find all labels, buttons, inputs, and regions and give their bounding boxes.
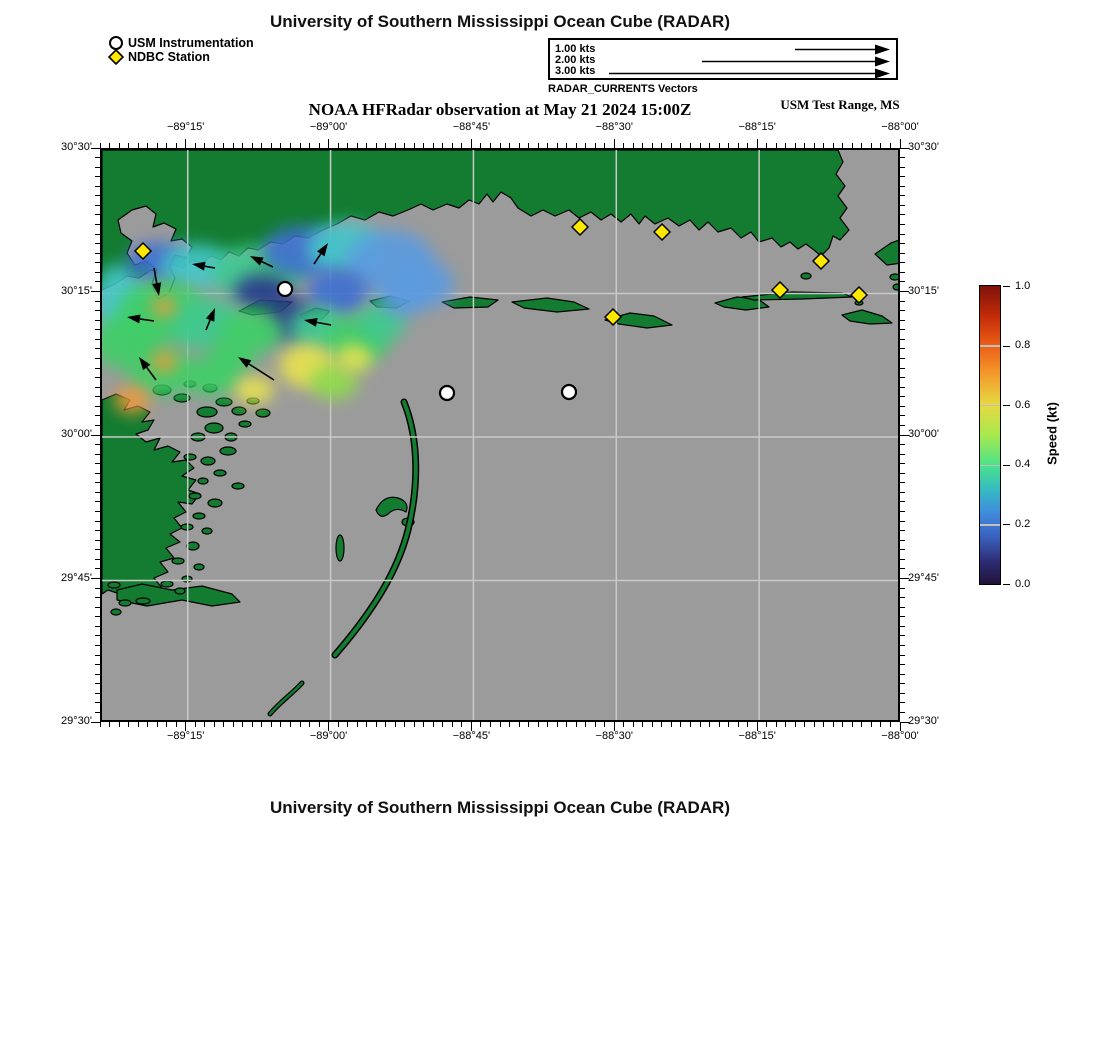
colorbar-tick bbox=[1003, 405, 1010, 406]
lat-tick bbox=[900, 425, 905, 426]
lon-tick bbox=[500, 722, 501, 727]
lat-tick bbox=[900, 272, 905, 273]
lon-tick bbox=[766, 722, 767, 727]
vector-scale-arrows bbox=[550, 40, 896, 78]
colorbar-tick-label: 1.0 bbox=[1015, 279, 1031, 292]
lat-tick bbox=[91, 148, 100, 149]
lon-tick bbox=[538, 722, 539, 727]
lon-tick bbox=[442, 722, 443, 727]
vector-scale-box bbox=[548, 38, 898, 80]
lat-tick bbox=[900, 415, 905, 416]
lon-tick bbox=[261, 722, 262, 727]
lat-tick bbox=[900, 521, 905, 522]
lat-tick bbox=[900, 243, 905, 244]
lon-tick bbox=[728, 722, 729, 727]
lon-tick bbox=[776, 722, 777, 727]
lon-tick bbox=[252, 722, 253, 727]
test-range-label: USM Test Range, MS bbox=[780, 97, 900, 112]
colorbar-tick-label: 0.8 bbox=[1015, 339, 1031, 352]
lon-tick bbox=[309, 722, 310, 727]
lon-tick bbox=[119, 722, 120, 727]
lon-tick bbox=[395, 722, 396, 727]
lat-tick bbox=[900, 655, 905, 656]
lon-tick bbox=[280, 722, 281, 727]
lat-tick bbox=[900, 454, 905, 455]
legend-item-usm bbox=[108, 36, 254, 50]
colorbar-gridline bbox=[980, 405, 1000, 407]
colorbar-tick bbox=[1003, 346, 1010, 347]
lat-tick bbox=[900, 186, 905, 187]
colorbar-title: Speed (kt) bbox=[1044, 402, 1060, 465]
lat-tick bbox=[900, 540, 905, 541]
lon-tick bbox=[147, 722, 148, 727]
lat-tick bbox=[900, 501, 905, 502]
lon-tick bbox=[461, 722, 462, 727]
lon-tick bbox=[833, 722, 834, 727]
lat-tick bbox=[900, 463, 905, 464]
colorbar-gridline bbox=[980, 465, 1000, 467]
lon-tick bbox=[804, 722, 805, 727]
lon-tick bbox=[233, 722, 234, 727]
lat-tick bbox=[900, 348, 905, 349]
lat-tick-label: 29°30' bbox=[61, 715, 92, 727]
lat-tick bbox=[900, 492, 905, 493]
lon-tick-label: −88°30' bbox=[595, 121, 633, 133]
lon-tick bbox=[576, 722, 577, 727]
lat-tick bbox=[900, 635, 905, 636]
lon-tick bbox=[547, 722, 548, 727]
lat-tick bbox=[900, 310, 905, 311]
lat-tick bbox=[900, 693, 905, 694]
lat-tick bbox=[91, 291, 100, 292]
lat-tick bbox=[900, 176, 905, 177]
lat-tick bbox=[900, 683, 905, 684]
lon-tick bbox=[452, 722, 453, 727]
colorbar-tick-label: 0.4 bbox=[1015, 458, 1031, 471]
lon-tick bbox=[195, 722, 196, 727]
lon-tick bbox=[871, 722, 872, 727]
lat-tick-label: 30°30' bbox=[61, 141, 92, 153]
lat-tick bbox=[900, 281, 905, 282]
lon-tick bbox=[852, 722, 853, 727]
colorbar bbox=[979, 279, 1100, 590]
lon-tick bbox=[185, 139, 186, 148]
lat-tick bbox=[900, 195, 905, 196]
lon-tick-label: −88°45' bbox=[452, 730, 491, 742]
lat-tick bbox=[900, 616, 905, 617]
lon-tick bbox=[166, 722, 167, 727]
lon-tick bbox=[433, 722, 434, 727]
lon-tick bbox=[738, 722, 739, 727]
lon-tick bbox=[842, 722, 843, 727]
lat-tick bbox=[900, 530, 905, 531]
lat-tick-label: 29°45' bbox=[61, 571, 92, 584]
lon-tick bbox=[823, 722, 824, 727]
footer-title: University of Southern Mississippi Ocean Cube (RADAR) bbox=[269, 798, 730, 817]
lon-tick bbox=[557, 722, 558, 727]
colorbar-tick-label: 0.0 bbox=[1015, 577, 1031, 590]
lat-tick bbox=[900, 234, 905, 235]
lat-tick bbox=[900, 588, 905, 589]
lon-tick bbox=[642, 722, 643, 727]
lat-tick bbox=[900, 157, 905, 158]
colorbar-gridline bbox=[980, 345, 1000, 347]
lon-tick bbox=[338, 722, 339, 727]
lon-tick bbox=[319, 722, 320, 727]
lon-tick bbox=[690, 722, 691, 727]
lon-tick bbox=[214, 722, 215, 727]
lon-tick bbox=[290, 722, 291, 727]
lon-tick bbox=[138, 722, 139, 727]
lat-tick bbox=[900, 329, 905, 330]
lon-tick bbox=[109, 722, 110, 727]
map-plot bbox=[61, 121, 939, 742]
lat-tick bbox=[900, 368, 905, 369]
axis-labels bbox=[61, 121, 939, 742]
colorbar-tick bbox=[1003, 465, 1010, 466]
vector-scale-caption: RADAR_CURRENTS Vectors bbox=[548, 83, 698, 95]
colorbar-tick bbox=[1003, 524, 1010, 525]
lat-tick bbox=[900, 607, 905, 608]
lon-tick bbox=[880, 722, 881, 727]
scale-arrow bbox=[795, 45, 890, 55]
lon-tick bbox=[757, 139, 758, 148]
lat-tick bbox=[900, 597, 905, 598]
lat-tick bbox=[900, 712, 905, 713]
lon-tick-label: −88°00' bbox=[881, 730, 919, 742]
colorbar-gradient bbox=[979, 285, 1001, 585]
lon-tick bbox=[861, 722, 862, 727]
lon-tick bbox=[566, 722, 567, 727]
lon-tick bbox=[223, 722, 224, 727]
lat-tick bbox=[91, 722, 100, 723]
lat-tick bbox=[900, 320, 905, 321]
lon-tick bbox=[747, 722, 748, 727]
colorbar-gridline bbox=[980, 524, 1000, 526]
lon-tick bbox=[242, 722, 243, 727]
lat-tick bbox=[900, 262, 905, 263]
scale-arrow bbox=[702, 57, 890, 67]
lon-tick bbox=[347, 722, 348, 727]
lon-tick bbox=[604, 722, 605, 727]
lat-tick bbox=[900, 167, 905, 168]
lat-tick bbox=[91, 578, 100, 579]
lon-tick bbox=[204, 722, 205, 727]
lon-tick bbox=[300, 722, 301, 727]
lon-tick bbox=[785, 722, 786, 727]
lon-tick bbox=[423, 722, 424, 727]
lon-tick bbox=[471, 139, 472, 148]
lon-tick-label: −88°15' bbox=[738, 730, 776, 742]
lat-tick-label: 30°00' bbox=[61, 428, 92, 440]
lon-tick bbox=[795, 722, 796, 727]
lat-tick bbox=[900, 626, 905, 627]
vector-scale-3kt: 3.00 kts bbox=[555, 65, 596, 77]
colorbar-tick bbox=[1003, 584, 1010, 585]
lon-tick bbox=[890, 722, 891, 727]
lat-tick-label: 29°30' bbox=[908, 715, 939, 727]
lon-tick bbox=[680, 722, 681, 727]
lat-tick bbox=[900, 301, 905, 302]
lon-tick bbox=[519, 722, 520, 727]
legend-label-ndbc: NDBC Station bbox=[128, 50, 210, 64]
lat-tick bbox=[900, 444, 905, 445]
lon-tick bbox=[480, 722, 481, 727]
lat-tick bbox=[900, 396, 905, 397]
lon-tick bbox=[366, 722, 367, 727]
lat-tick bbox=[900, 559, 905, 560]
lat-tick bbox=[900, 339, 905, 340]
lat-tick bbox=[900, 482, 905, 483]
lat-tick bbox=[900, 214, 905, 215]
lon-tick bbox=[814, 722, 815, 727]
page-title: University of Southern Mississippi Ocean Cube (RADAR) bbox=[269, 12, 730, 31]
lat-tick bbox=[900, 473, 905, 474]
lon-tick-label: −89°15' bbox=[167, 121, 205, 133]
lon-tick bbox=[376, 722, 377, 727]
lon-tick bbox=[623, 722, 624, 727]
lat-tick-label: 30°30' bbox=[908, 141, 939, 153]
lon-tick-label: −89°15' bbox=[167, 730, 205, 742]
colorbar-tick-label: 0.6 bbox=[1015, 398, 1031, 411]
lat-tick bbox=[900, 674, 905, 675]
colorbar-tick-label: 0.2 bbox=[1015, 517, 1031, 530]
lat-tick-label: 30°15' bbox=[908, 284, 939, 297]
lon-tick-label: −88°15' bbox=[738, 121, 776, 133]
lon-tick bbox=[271, 722, 272, 727]
lon-tick bbox=[404, 722, 405, 727]
lat-tick bbox=[900, 664, 905, 665]
lon-tick bbox=[414, 722, 415, 727]
lat-tick bbox=[900, 358, 905, 359]
lat-tick bbox=[91, 435, 100, 436]
lat-tick bbox=[900, 253, 905, 254]
lon-tick bbox=[661, 722, 662, 727]
map-legend bbox=[108, 36, 254, 64]
lon-tick-label: −89°00' bbox=[309, 730, 348, 742]
ndbc-diamond-icon bbox=[108, 49, 124, 65]
lat-tick-label: 30°15' bbox=[61, 284, 92, 297]
legend-label-usm: USM Instrumentation bbox=[128, 36, 254, 50]
lon-tick bbox=[176, 722, 177, 727]
lon-tick bbox=[157, 722, 158, 727]
lat-tick-label: 30°00' bbox=[908, 428, 939, 440]
lon-tick bbox=[128, 722, 129, 727]
lat-tick bbox=[900, 205, 905, 206]
lat-tick bbox=[900, 645, 905, 646]
vector-scale-2kt: 2.00 kts bbox=[555, 54, 596, 66]
lon-tick bbox=[719, 722, 720, 727]
lat-tick bbox=[900, 406, 905, 407]
lon-tick bbox=[671, 722, 672, 727]
lat-tick bbox=[900, 387, 905, 388]
observation-subtitle: NOAA HFRadar observation at May 21 2024 15:00Z bbox=[308, 100, 692, 119]
lat-tick bbox=[900, 511, 905, 512]
lat-tick bbox=[900, 549, 905, 550]
lat-tick bbox=[900, 702, 905, 703]
lon-tick bbox=[614, 139, 615, 148]
lon-tick bbox=[509, 722, 510, 727]
lon-tick bbox=[385, 722, 386, 727]
lon-tick bbox=[357, 722, 358, 727]
lon-tick-label: −88°30' bbox=[595, 730, 633, 742]
lat-tick bbox=[900, 377, 905, 378]
colorbar-tick bbox=[1003, 286, 1010, 287]
lon-tick bbox=[700, 722, 701, 727]
lat-tick bbox=[900, 568, 905, 569]
lon-tick-label: −88°00' bbox=[881, 121, 919, 133]
lon-tick bbox=[595, 722, 596, 727]
lat-tick-label: 29°45' bbox=[908, 571, 939, 584]
lon-tick bbox=[490, 722, 491, 727]
legend-item-ndbc bbox=[108, 50, 254, 64]
lon-tick-label: −88°45' bbox=[452, 121, 491, 133]
vector-scale-1kt: 1.00 kts bbox=[555, 43, 596, 55]
lon-tick bbox=[528, 722, 529, 727]
lon-tick bbox=[709, 722, 710, 727]
lon-tick bbox=[652, 722, 653, 727]
lon-tick-label: −89°00' bbox=[309, 121, 348, 133]
lat-tick bbox=[900, 224, 905, 225]
lon-tick bbox=[585, 722, 586, 727]
lon-tick bbox=[633, 722, 634, 727]
scale-arrow bbox=[609, 69, 890, 79]
lon-tick bbox=[328, 139, 329, 148]
lon-tick bbox=[100, 722, 101, 727]
